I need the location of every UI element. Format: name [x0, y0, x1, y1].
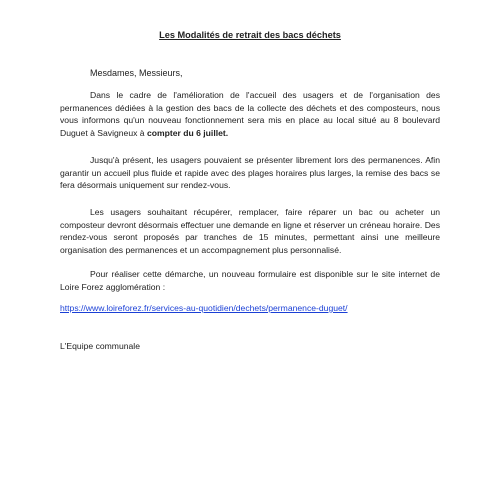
paragraph-announcement-text: Dans le cadre de l'amélioration de l'accueil des usagers et de l'organisation des permanences dédiées à la gestion des bacs de la collecte des déchets et des composteurs, nous vous informons qu'un nouveau fonctionnement sera mis en place au local situé au 8 boulevard Duguet à Savigneux à [60, 90, 440, 138]
document-title: Les Modalités de retrait des bacs déchets [159, 30, 341, 40]
paragraph-announcement [60, 89, 440, 139]
paragraph-appointments: Les usagers souhaitant récupérer, remplacer, faire réparer un bac ou acheter un composteur devront désormais effectuer une demande en ligne et réserver un créneau horaire. Des rendez-vous seront proposés par tranches de 15 minutes, permettant ainsi une meilleure organisation des permanences et un accompagnement plus personnalisé. [60, 207, 440, 255]
start-date-emphasis: compter du 6 juillet. [146, 127, 229, 138]
signature: L'Equipe communale [60, 341, 140, 351]
paragraph-context: Jusqu'à présent, les usagers pouvaient se présenter librement lors des permanences. Afin garantir un accueil plus fluide et rapide avec des plages horaires plus larges, la remise des bacs se fera désormais uniquement sur rendez-vous. [60, 155, 440, 190]
salutation: Mesdames, Messieurs, [90, 68, 183, 78]
form-link[interactable]: https://www.loireforez.fr/services-au-quotidien/dechets/permanence-duguet/ [60, 303, 348, 313]
link-line [60, 303, 348, 313]
paragraph-form-info: Pour réaliser cette démarche, un nouveau formulaire est disponible sur le site internet de Loire Forez agglomération : [60, 269, 440, 292]
